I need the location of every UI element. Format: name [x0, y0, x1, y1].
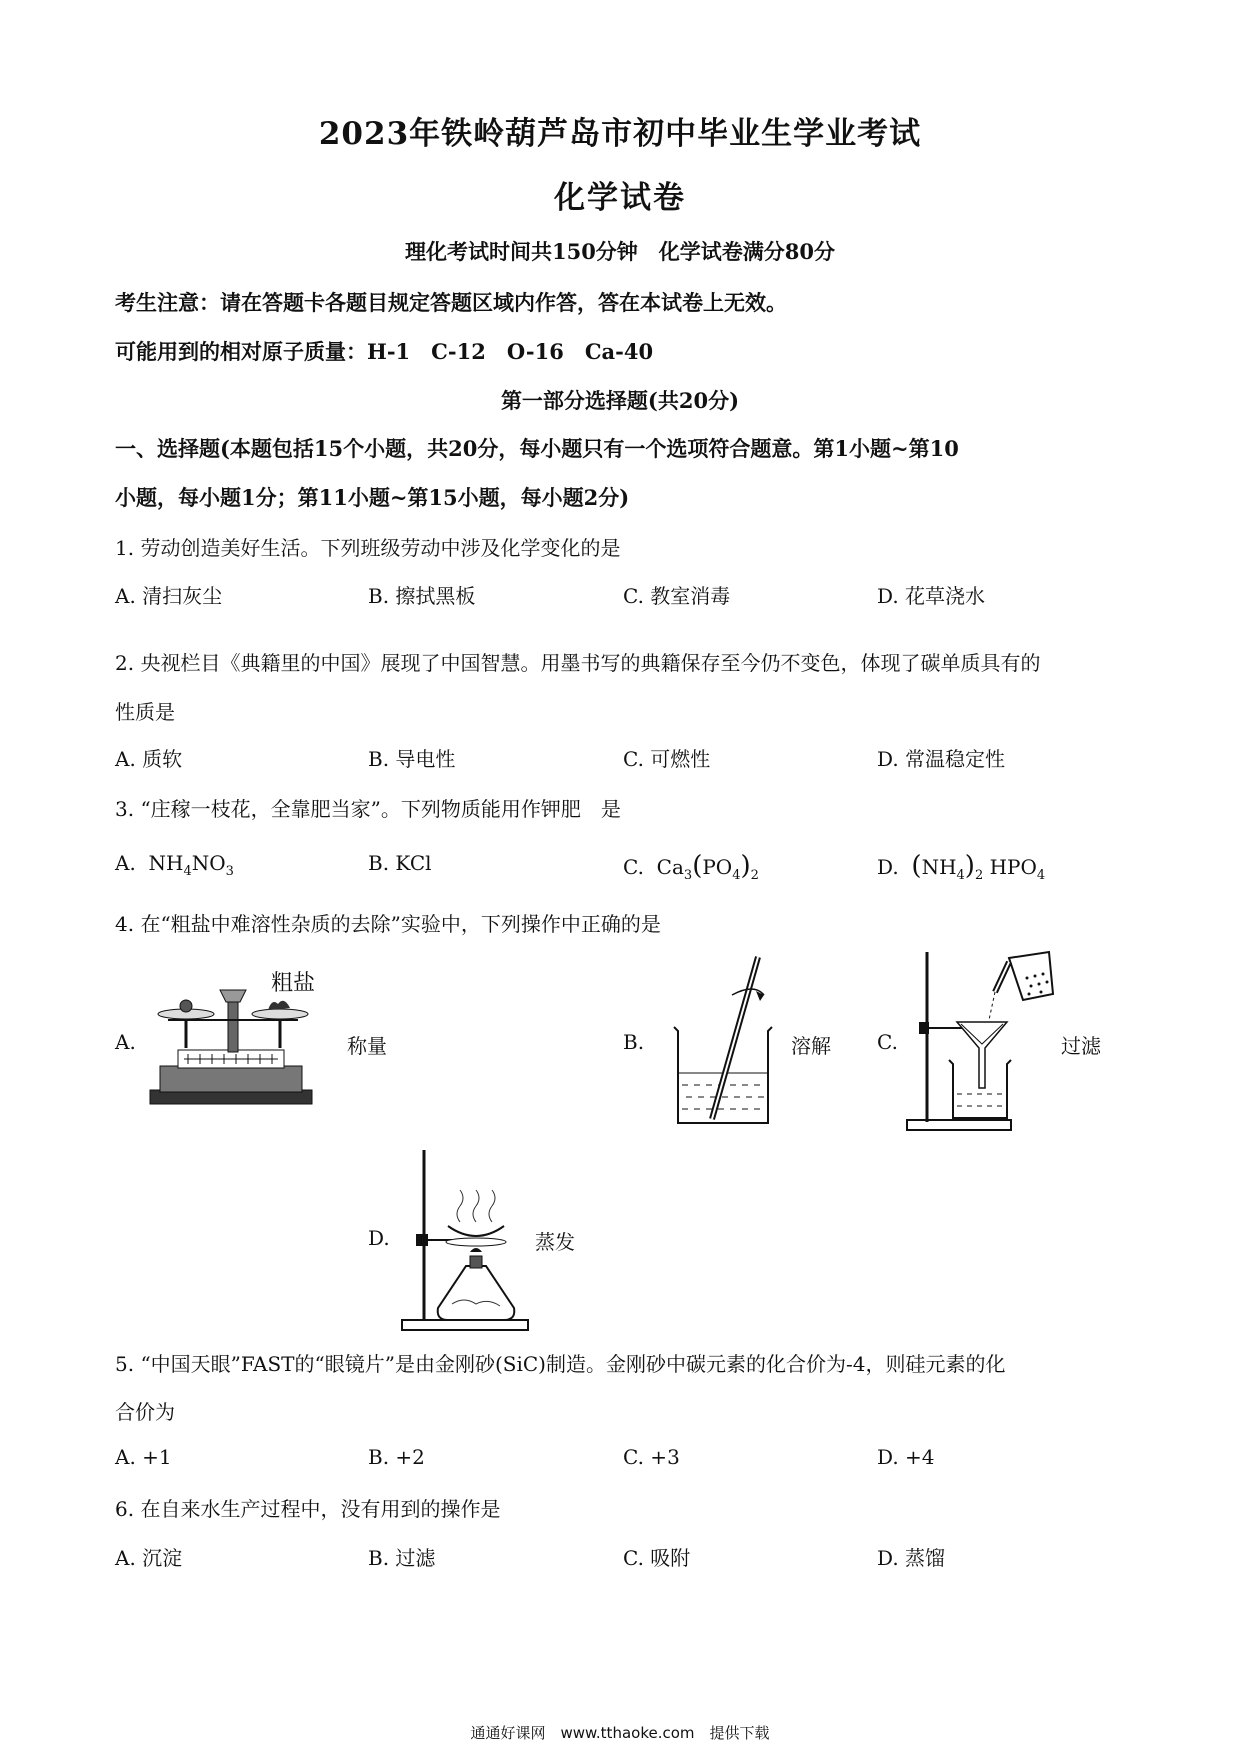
q5-stem-line2: 合价为 [115, 1400, 175, 1424]
q5-option-b: B. +2 [368, 1445, 425, 1469]
filtration-figure [905, 948, 1065, 1134]
q4-stem: 4. 在“粗盐中难溶性杂质的去除”实验中，下列操作中正确的是 [115, 912, 661, 936]
q4-option-b-op: 溶解 [791, 1034, 831, 1058]
q5-option-d: D. +4 [877, 1445, 935, 1469]
q6-option-a: A. 沉淀 [115, 1546, 183, 1570]
coarse-salt-tag: 粗盐 [271, 971, 316, 996]
q2-stem-line2: 性质是 [115, 700, 175, 724]
section-instructions-line2: 小题，每小题1分；第11小题~第15小题，每小题2分) [115, 485, 630, 510]
q2-stem-line1: 2. 央视栏目《典籍里的中国》展现了中国智慧。用墨书写的典籍保存至今仍不变色，体现了碳单质具有的 [115, 651, 1041, 675]
q4-option-c-op: 过滤 [1061, 1034, 1101, 1058]
evaporation-figure [400, 1148, 530, 1332]
q4-option-c-label: C. [877, 1030, 898, 1054]
section-instructions-line1: 一、选择题(本题包括15个小题，共20分，每小题只有一个选项符合题意。第1小题~第10 [115, 436, 959, 461]
q3-option-a: A. $NH_4NO_3$ [115, 851, 234, 879]
q3-stem: 3. “庄稼一枝花，全靠肥当家”。下列物质能用作钾肥 是 [115, 797, 621, 821]
exam-notice: 考生注意：请在答题卡各题目规定答题区域内作答，答在本试卷上无效。 [115, 290, 787, 315]
q3-option-d: D. $(NH_4)_2$ $HPO_4$ [877, 851, 1046, 883]
q6-stem: 6. 在自来水生产过程中，没有用到的操作是 [115, 1497, 501, 1521]
part1-title: 第一部分选择题(共20分) [500, 388, 740, 413]
q2-option-b: B. 导电性 [368, 747, 456, 771]
q1-option-c: C. 教室消毒 [623, 584, 731, 608]
q3-option-c: C. $Ca_3(PO_4)_2$ [623, 851, 759, 883]
q2-option-a: A. 质软 [115, 747, 183, 771]
q4-option-d-op: 蒸发 [535, 1230, 575, 1254]
q4-option-a-label: A. [115, 1030, 136, 1054]
q6-option-d: D. 蒸馏 [877, 1546, 946, 1570]
q1-option-a: A. 清扫灰尘 [115, 584, 223, 608]
exam-time-info: 理化考试时间共150分钟 化学试卷满分80分 [404, 239, 836, 264]
q5-stem-line1: 5. “中国天眼”FAST的“眼镜片”是由金刚砂(SiC)制造。金刚砂中碳元素的化合价为-4，则硅元素的化 [115, 1352, 1006, 1376]
q1-stem: 1. 劳动创造美好生活。下列班级劳动中涉及化学变化的是 [115, 536, 621, 560]
page-footer: 通通好课网 www.tthaoke.com 提供下载 [470, 1724, 770, 1742]
q1-option-d: D. 花草浇水 [877, 584, 986, 608]
q5-option-c: C. +3 [623, 1445, 680, 1469]
q6-option-b: B. 过滤 [368, 1546, 436, 1570]
q6-option-c: C. 吸附 [623, 1546, 691, 1570]
q2-option-d: D. 常温稳定性 [877, 747, 1006, 771]
q2-option-c: C. 可燃性 [623, 747, 711, 771]
exam-title: 2023年铁岭葫芦岛市初中毕业生学业考试 [318, 116, 922, 152]
beaker-stirring-figure [668, 955, 778, 1127]
exam-subject: 化学试卷 [554, 180, 686, 216]
q4-option-d-label: D. [368, 1226, 390, 1250]
q1-option-b: B. 擦拭黑板 [368, 584, 476, 608]
q4-option-a-op: 称量 [347, 1034, 387, 1058]
q5-option-a: A. +1 [115, 1445, 172, 1469]
q3-option-b: B. KCl [368, 851, 432, 875]
atomic-masses: 可能用到的相对原子质量：H-1 C-12 O-16 Ca-40 [115, 339, 654, 364]
q4-option-b-label: B. [623, 1030, 645, 1054]
